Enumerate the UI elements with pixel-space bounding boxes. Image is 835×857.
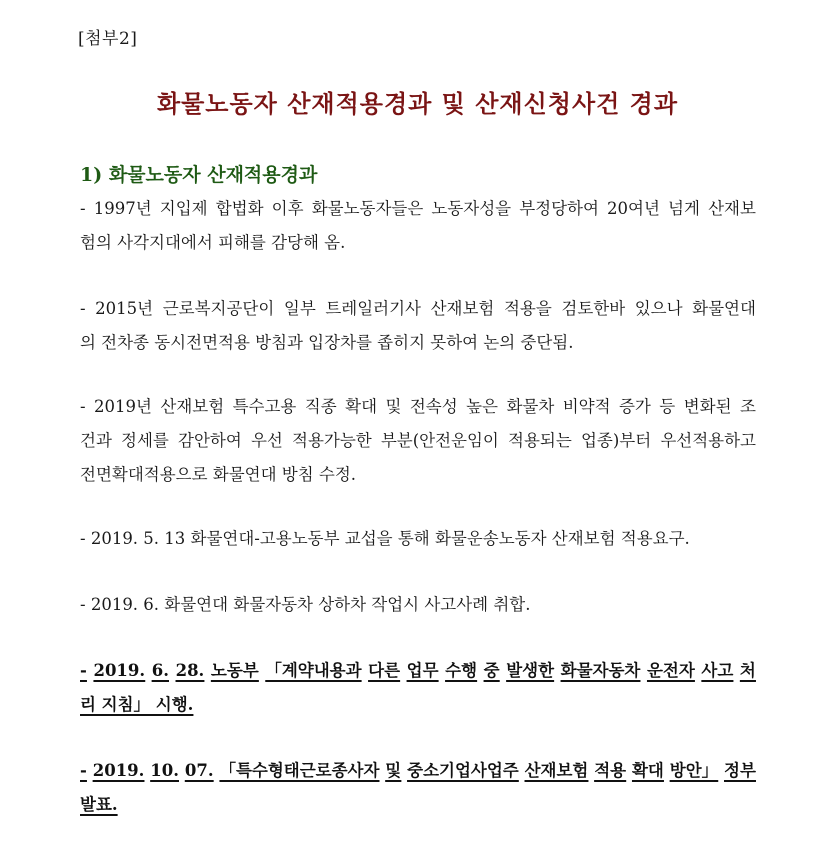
list-item [80, 192, 756, 260]
text-line: - 2019. 5. 13 화물연대-고용노동부 교섭을 통해 화물운송노동자 산재보험 적용요구. [80, 529, 690, 548]
document-title: 화물노동자 산재적용경과 및 산재신청사건 경과 [156, 89, 679, 118]
list-item [80, 588, 756, 622]
text-line: - 2015년 근로복지공단이 일부 트레일러기사 산재보험 적용을 검토한바 있으나 화물연대 [80, 299, 756, 318]
text-line: 건과 정세를 감안하여 우선 적용가능한 부분(안전운임이 적용되는 업종)부터 우선적용하고 [80, 431, 756, 450]
text-line: - 2019. 10. 07. 「특수형태근로종사자 및 중소기업사업주 산재보험 적용 확대 방안」 정부 [80, 761, 756, 780]
list-item [80, 292, 756, 360]
text-line: 리 지침」 시행. [80, 695, 194, 714]
text-line: 발표. [80, 795, 118, 814]
section-heading: 1) 화물노동자 산재적용경과 [80, 164, 318, 186]
attachment-label: [첨부2] [78, 29, 138, 49]
emphasized-list-item [80, 654, 756, 722]
text-line: 험의 사각지대에서 피해를 감당해 옴. [80, 233, 346, 252]
list-item [80, 522, 756, 556]
text-line: - 1997년 지입제 합법화 이후 화물노동자들은 노동자성을 부정당하여 20여년 넘게 산재보 [80, 199, 756, 218]
text-line: - 2019. 6. 화물연대 화물자동차 상하차 작업시 사고사례 취합. [80, 595, 531, 614]
list-item [80, 390, 756, 492]
text-line: 의 전차종 동시전면적용 방침과 입장차를 좁히지 못하여 논의 중단됨. [80, 333, 574, 352]
text-line: 전면확대적용으로 화물연대 방침 수정. [80, 465, 357, 484]
emphasized-list-item [80, 754, 756, 822]
text-line: - 2019. 6. 28. 노동부 「계약내용과 다른 업무 수행 중 발생한 화물자동차 운전자 사고 처 [80, 661, 756, 680]
text-line: - 2019년 산재보험 특수고용 직종 확대 및 전속성 높은 화물차 비약적 증가 등 변화된 조 [80, 397, 756, 416]
